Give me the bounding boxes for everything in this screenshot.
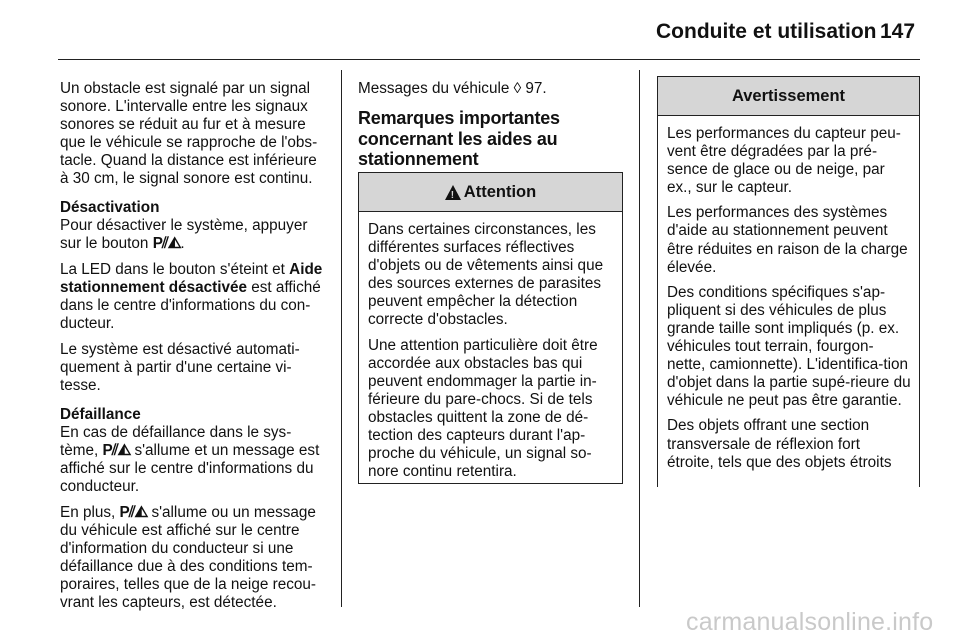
warning-paragraph: Les performances du capteur peu-vent être dégradées par la pré-sence de glace ou de neige, par ex., sur le capteur. bbox=[667, 125, 901, 197]
column-1 bbox=[60, 80, 326, 621]
fault-text-post: s'allume et un message est affiché sur le centre d'informations du conducteur. bbox=[60, 441, 320, 495]
deactivation-text: Pour désactiver le système, appuyer sur le bouton bbox=[60, 216, 308, 252]
intro-paragraph: Un obstacle est signalé par un signal sonore. L'intervalle entre les signaux sonores se réduit au fur et à mesure que le véhicule se rapproche de l'obs-tacle. Quand la distance est inférieure à 30 cm, le signal sonore est continu. bbox=[60, 80, 318, 188]
attention-body bbox=[359, 212, 622, 481]
page-title: Conduite et utilisation bbox=[656, 20, 877, 43]
warning-body bbox=[658, 116, 919, 472]
parking-button-icon: P⫽◭ bbox=[102, 441, 131, 459]
column-divider bbox=[341, 70, 342, 607]
attention-paragraph: Une attention particulière doit être accordée aux obstacles bas qui peuvent endommager la partie in-férieure du pare-chocs. Si de tels obstacles quittent la zone de dé-tection des capteurs durant l'ap-proche du véhicule, un signal so-nore continu retentira. bbox=[368, 336, 598, 481]
page-number: 147 bbox=[880, 20, 916, 43]
page-header bbox=[0, 0, 960, 60]
warning-paragraph: Les performances des systèmes d'aide au stationnement peuvent être réduites en raison de la charge élevée. bbox=[667, 204, 908, 276]
parking-button-icon: P⫽◭ bbox=[152, 234, 181, 252]
plus-text-post: s'allume ou un message du véhicule est affiché sur le centre d'information du conducteur si une défaillance due à des conditions tem-poraires, telles que de la neige recou-vrant les capteurs, est détectée. bbox=[60, 503, 316, 612]
warning-triangle-icon bbox=[445, 185, 461, 200]
warning-paragraph: Des objets offrant une section transversale de réflexion fort étroite, tels que des objets étroits bbox=[667, 417, 892, 471]
led-paragraph bbox=[60, 261, 326, 333]
column-divider bbox=[639, 70, 640, 607]
fault-text-pre: En cas de défaillance dans le sys-tème, bbox=[60, 423, 292, 459]
section-title: Remarques importantes concernant les aides au stationnement bbox=[358, 108, 560, 170]
led-text-pre: La LED dans le bouton s'éteint et bbox=[60, 260, 285, 278]
led-text-post: est affiché dans le centre d'informations du con-ducteur. bbox=[60, 278, 321, 333]
fault-paragraph bbox=[60, 406, 326, 496]
parking-button-icon: P⫽◭ bbox=[119, 503, 148, 521]
column-2 bbox=[358, 80, 622, 170]
header-rule bbox=[58, 59, 920, 60]
attention-paragraph: Dans certaines circonstances, les différentes surfaces réflectives d'objets ou de vêtements ainsi que des sources externes de parasites peuvent empêcher la détection correcte d'obstacles. bbox=[368, 221, 604, 329]
warning-header bbox=[658, 77, 919, 116]
attention-title: Attention bbox=[463, 182, 537, 201]
plus-paragraph bbox=[60, 504, 326, 613]
auto-paragraph: Le système est désactivé automati-quement à partir d'une certaine vi-tesse. bbox=[60, 341, 300, 395]
plus-text-pre: En plus, bbox=[60, 503, 116, 521]
warning-title: Avertissement bbox=[731, 86, 846, 105]
deactivation-paragraph bbox=[60, 199, 326, 253]
deactivation-heading: Désactivation bbox=[60, 198, 160, 216]
attention-header bbox=[359, 173, 622, 212]
led-text-bold: Aide stationnement désactivée bbox=[60, 260, 323, 296]
attention-box bbox=[358, 172, 623, 484]
warning-paragraph: Des conditions spécifiques s'ap-pliquent si des véhicules de plus grande taille sont impliqués (p. ex. véhicules tout terrain, fourgon-nette, camionnette). L'identifica-tion d'objet dans la partie supé-rieure du véhicule ne peut pas être garantie. bbox=[667, 283, 911, 410]
cross-reference: Messages du véhicule ◊ 97. bbox=[358, 80, 547, 97]
fault-heading: Défaillance bbox=[60, 405, 141, 423]
watermark: carmanualsonline.info bbox=[686, 608, 934, 636]
warning-box bbox=[657, 76, 920, 487]
deactivation-end: . bbox=[180, 234, 185, 252]
